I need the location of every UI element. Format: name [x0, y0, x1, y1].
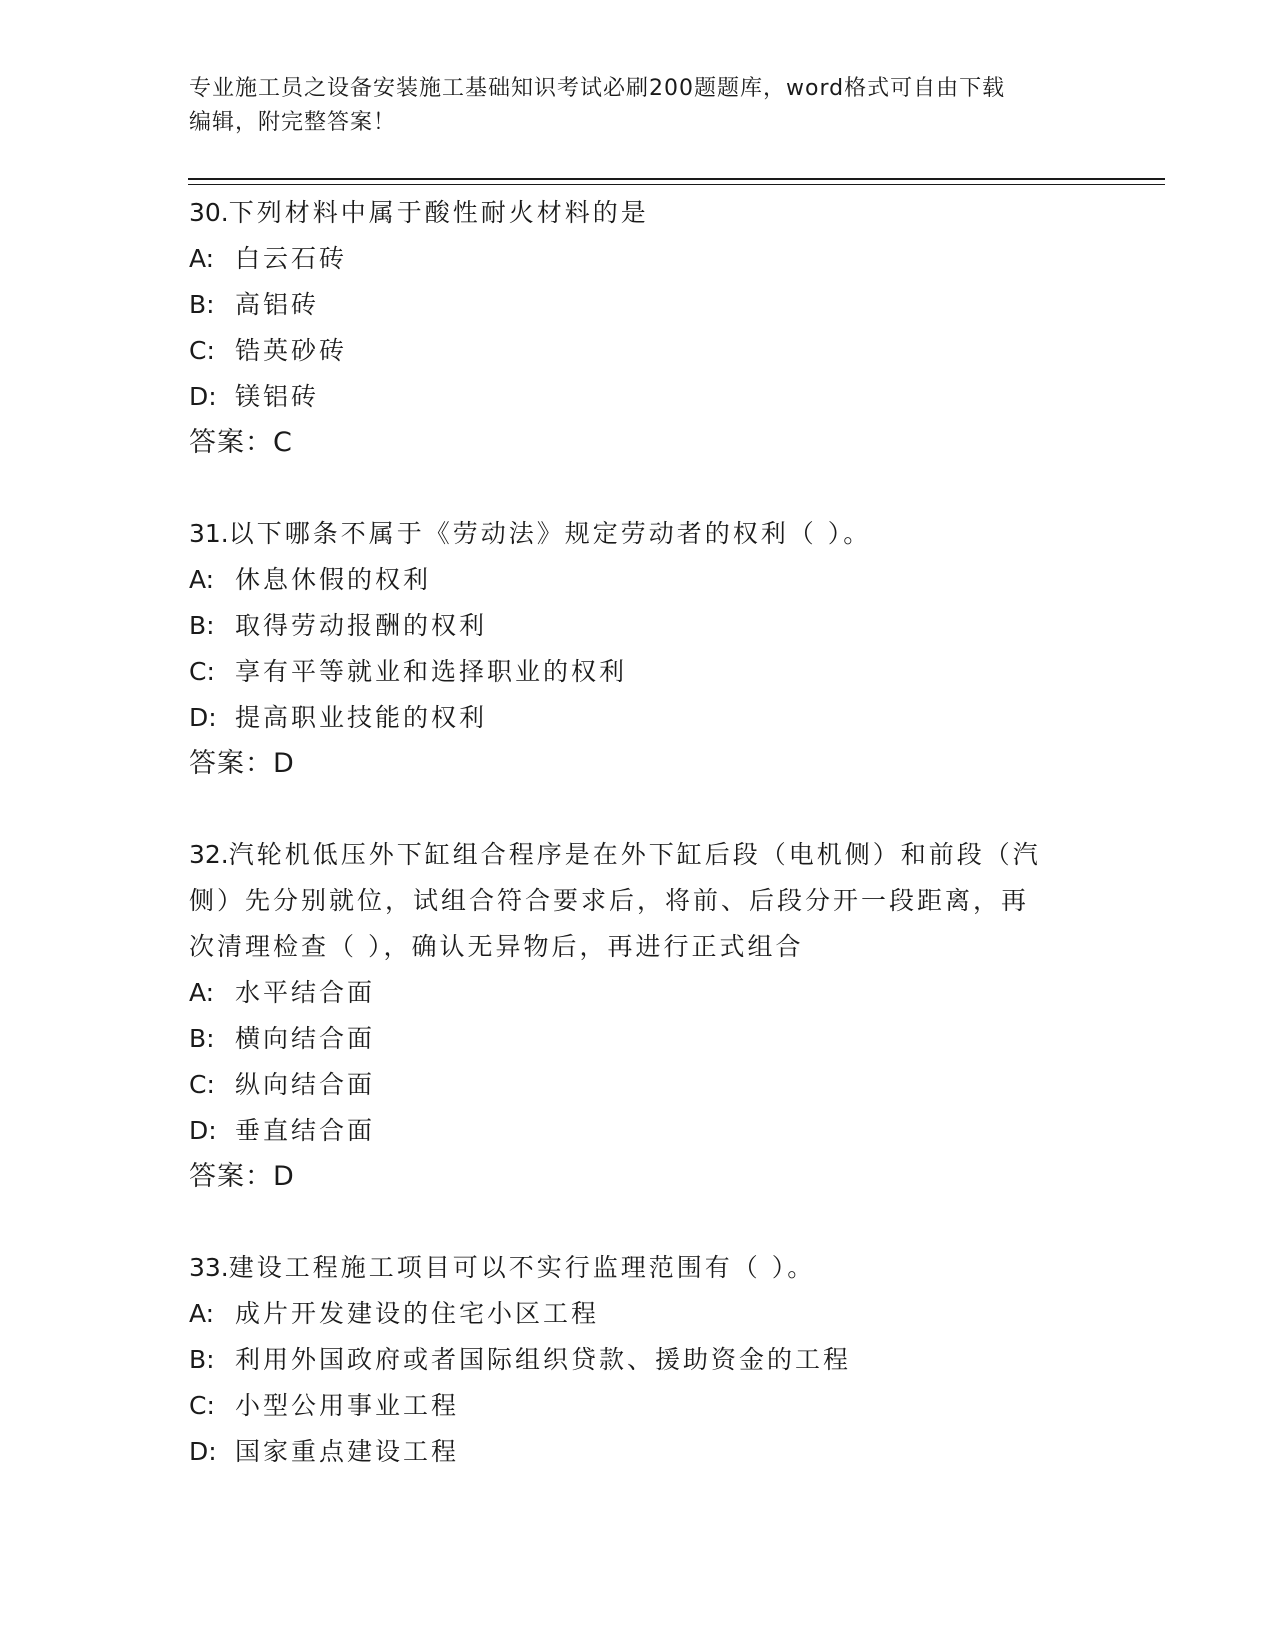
- option-text: 镁铝砖: [235, 382, 320, 411]
- option-text: 水平结合面: [235, 978, 376, 1007]
- question-text-line-3: 次清理检查（ ），确认无异物后，再进行正式组合: [189, 932, 804, 961]
- option-text: 高铝砖: [235, 290, 320, 319]
- answer-line: 答案：C: [189, 427, 293, 458]
- option-c: [189, 649, 1089, 695]
- answer-line: 答案：D: [189, 1161, 295, 1192]
- option-a: [189, 970, 1089, 1016]
- option-letter: C:: [189, 336, 215, 365]
- option-text: 锆英砂砖: [235, 336, 348, 365]
- option-text: 休息休假的权利: [235, 565, 432, 594]
- option-letter: A:: [189, 1299, 215, 1328]
- option-d: [189, 1429, 1089, 1475]
- question-text: 下列材料中属于酸性耐火材料的是: [228, 198, 649, 227]
- question-31: [189, 511, 1089, 787]
- option-letter: A:: [189, 244, 215, 273]
- header-divider-thin: [188, 184, 1165, 185]
- option-text: 利用外国政府或者国际组织贷款、援助资金的工程: [235, 1345, 852, 1374]
- question-number: 33.: [189, 1253, 229, 1282]
- question-number: 32.: [189, 840, 229, 869]
- option-text: 成片开发建设的住宅小区工程: [235, 1299, 600, 1328]
- header-line-2: 编辑，附完整答案！: [189, 110, 397, 135]
- header-line-1: 专业施工员之设备安装施工基础知识考试必刷200题题库，word格式可自由下载: [189, 76, 1006, 101]
- option-c: [189, 1062, 1089, 1108]
- option-letter: C:: [189, 657, 215, 686]
- option-letter: A:: [189, 978, 215, 1007]
- option-text: 取得劳动报酬的权利: [235, 611, 488, 640]
- option-letter: A:: [189, 565, 215, 594]
- answer-line: 答案：D: [189, 748, 295, 779]
- option-letter: C:: [189, 1070, 215, 1099]
- option-text: 国家重点建设工程: [235, 1437, 460, 1466]
- question-text: 以下哪条不属于《劳动法》规定劳动者的权利（ ）。: [228, 519, 872, 548]
- option-text: 享有平等就业和选择职业的权利: [235, 657, 628, 686]
- question-text: 建设工程施工项目可以不实行监理范围有（ ）。: [228, 1253, 816, 1282]
- question-stem: [189, 190, 1089, 236]
- question-stem: [189, 832, 1089, 878]
- question-stem: [189, 511, 1089, 557]
- question-32: [189, 832, 1089, 1200]
- option-text: 小型公用事业工程: [235, 1391, 460, 1420]
- option-letter: D:: [189, 1437, 217, 1466]
- question-30: [189, 190, 1089, 466]
- option-d: [189, 695, 1089, 741]
- option-d: [189, 374, 1089, 420]
- option-b: [189, 1016, 1089, 1062]
- option-a: [189, 236, 1089, 282]
- option-letter: C:: [189, 1391, 215, 1420]
- option-text: 垂直结合面: [235, 1116, 376, 1145]
- option-a: [189, 557, 1089, 603]
- option-text: 白云石砖: [235, 244, 348, 273]
- question-stem: [189, 1245, 1089, 1291]
- option-text: 提高职业技能的权利: [235, 703, 488, 732]
- option-a: [189, 1291, 1089, 1337]
- question-text-line-1: 汽轮机低压外下缸组合程序是在外下缸后段（电机侧）和前段（汽: [228, 840, 1041, 869]
- option-c: [189, 1383, 1089, 1429]
- question-number: 31.: [189, 519, 229, 548]
- option-b: [189, 1337, 1089, 1383]
- question-text-line-2: 侧）先分别就位，试组合符合要求后，将前、后段分开一段距离，再: [189, 886, 1030, 915]
- option-b: [189, 282, 1089, 328]
- document-header: [189, 72, 1089, 140]
- option-letter: B:: [189, 1024, 215, 1053]
- question-number: 30.: [189, 198, 229, 227]
- option-b: [189, 603, 1089, 649]
- question-33: [189, 1245, 1089, 1475]
- option-letter: B:: [189, 611, 215, 640]
- option-letter: D:: [189, 382, 217, 411]
- option-c: [189, 328, 1089, 374]
- option-d: [189, 1108, 1089, 1154]
- question-list: [189, 190, 1089, 1475]
- option-letter: B:: [189, 290, 215, 319]
- option-text: 纵向结合面: [235, 1070, 376, 1099]
- option-text: 横向结合面: [235, 1024, 376, 1053]
- option-letter: D:: [189, 703, 217, 732]
- option-letter: B:: [189, 1345, 215, 1374]
- option-letter: D:: [189, 1116, 217, 1145]
- header-divider-thick: [188, 178, 1165, 180]
